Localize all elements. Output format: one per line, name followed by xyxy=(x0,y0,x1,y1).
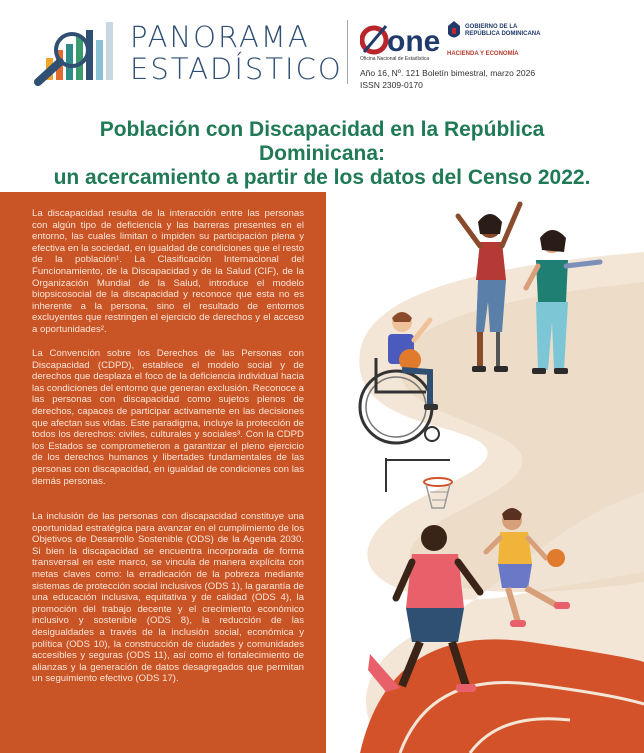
government-name xyxy=(465,24,540,38)
page-title-line1: Población con Discapacidad en la República Dominicana: xyxy=(99,118,545,165)
header-divider xyxy=(347,20,348,84)
government-line1: GOBIERNO DE LA xyxy=(465,24,518,30)
body-text-panel xyxy=(0,192,326,753)
one-logo-text: one xyxy=(387,25,440,58)
government-line2: REPÚBLICA DOMINICANA xyxy=(465,31,541,37)
ministry-name: HACIENDA Y ECONOMÍA xyxy=(447,51,519,57)
body-paragraph-2: La Convención sobre los Derechos de las Personas con Discapacidad (CDPD), establece el modelo social y de derechos que desplaza el foco de la deficiencia individual hacia las condiciones del entorno que generan exclusión. Reconoce a las personas con discapacidad como sujetos plenos de derechos, capaces de participar activamente en las decisiones que afectan sus vidas. Este paradigma, incluye la protección de todos los derechos: civiles, culturales y sociales³. Con la CDPD los Estados se comprometieron a garantizar el pleno ejercicio de los derechos humanos y libertades fundamentales de las personas con discapacidad, en igualdad de condiciones con las demás personas. xyxy=(32,348,305,487)
brand-name-line2: ESTADÍSTICO xyxy=(130,52,343,86)
one-subtitle: Oficina Nacional de Estadística xyxy=(360,56,430,62)
issn: ISSN 2309-0170 xyxy=(360,80,423,90)
basketball-ball xyxy=(547,549,565,567)
one-logo-icon xyxy=(360,22,440,58)
page-title-line2: un acercamiento a partir de los datos del Censo 2022. xyxy=(53,166,591,189)
body-paragraph-3: La inclusión de las personas con discapacidad constituye una oportunidad estratégica para avanzar en el cumplimiento de los Objetivos de Desarrollo Sostenible (ODS) de la Agenda 2030. Si bien la discapacidad se encuentra incorporada de forma transversal en este marco, se vincula de manera explícita con metas claves como: la erradicación de la pobreza mediante sistemas de protección social inclusivos (ODS 1), la garantía de una educación inclusiva, equitativa y de calidad (ODS 4), la promoción del trabajo decente y el crecimiento económico inclusivo y sostenible (ODS 8), la reducción de las desigualdades a través de la inclusión social, económica y política (ODS 10), la construcción de ciudades y comunidades accesibles y seguras (ODS 11), así como el fortalecimiento de alianzas y la generación de datos desagregados que permitan un seguimiento efectivo (ODS 17). xyxy=(32,511,304,685)
page-title xyxy=(40,118,604,190)
brand-name-line1: PANORAMA xyxy=(130,20,310,54)
inclusion-illustration xyxy=(330,192,644,753)
panorama-logo-icon xyxy=(32,20,122,86)
body-paragraph-1: La discapacidad resulta de la interacción entre las personas con algún tipo de deficiencia y las barreras presentes en el entorno, las cuales limitan o impiden su participación plena y efectiva en la sociedad, en igualdad de condiciones que el resto de la población¹. La Clasificación Internacional del Funcionamiento, de la Discapacidad y de la Salud (CIF), de la Organización Mundial de la Salud, introduce el modelo biopsicosocial de la discapacidad y reconoce que esta no es inherente a la persona, sino el resultado de entornos excluyentes que restringen el ejercicio de derechos y el acceso a oportunidades². xyxy=(32,208,305,335)
issue-info: Año 16, Nº. 121 Boletín bimestral, marzo 2026 xyxy=(360,68,536,78)
government-seal-icon xyxy=(445,20,463,42)
